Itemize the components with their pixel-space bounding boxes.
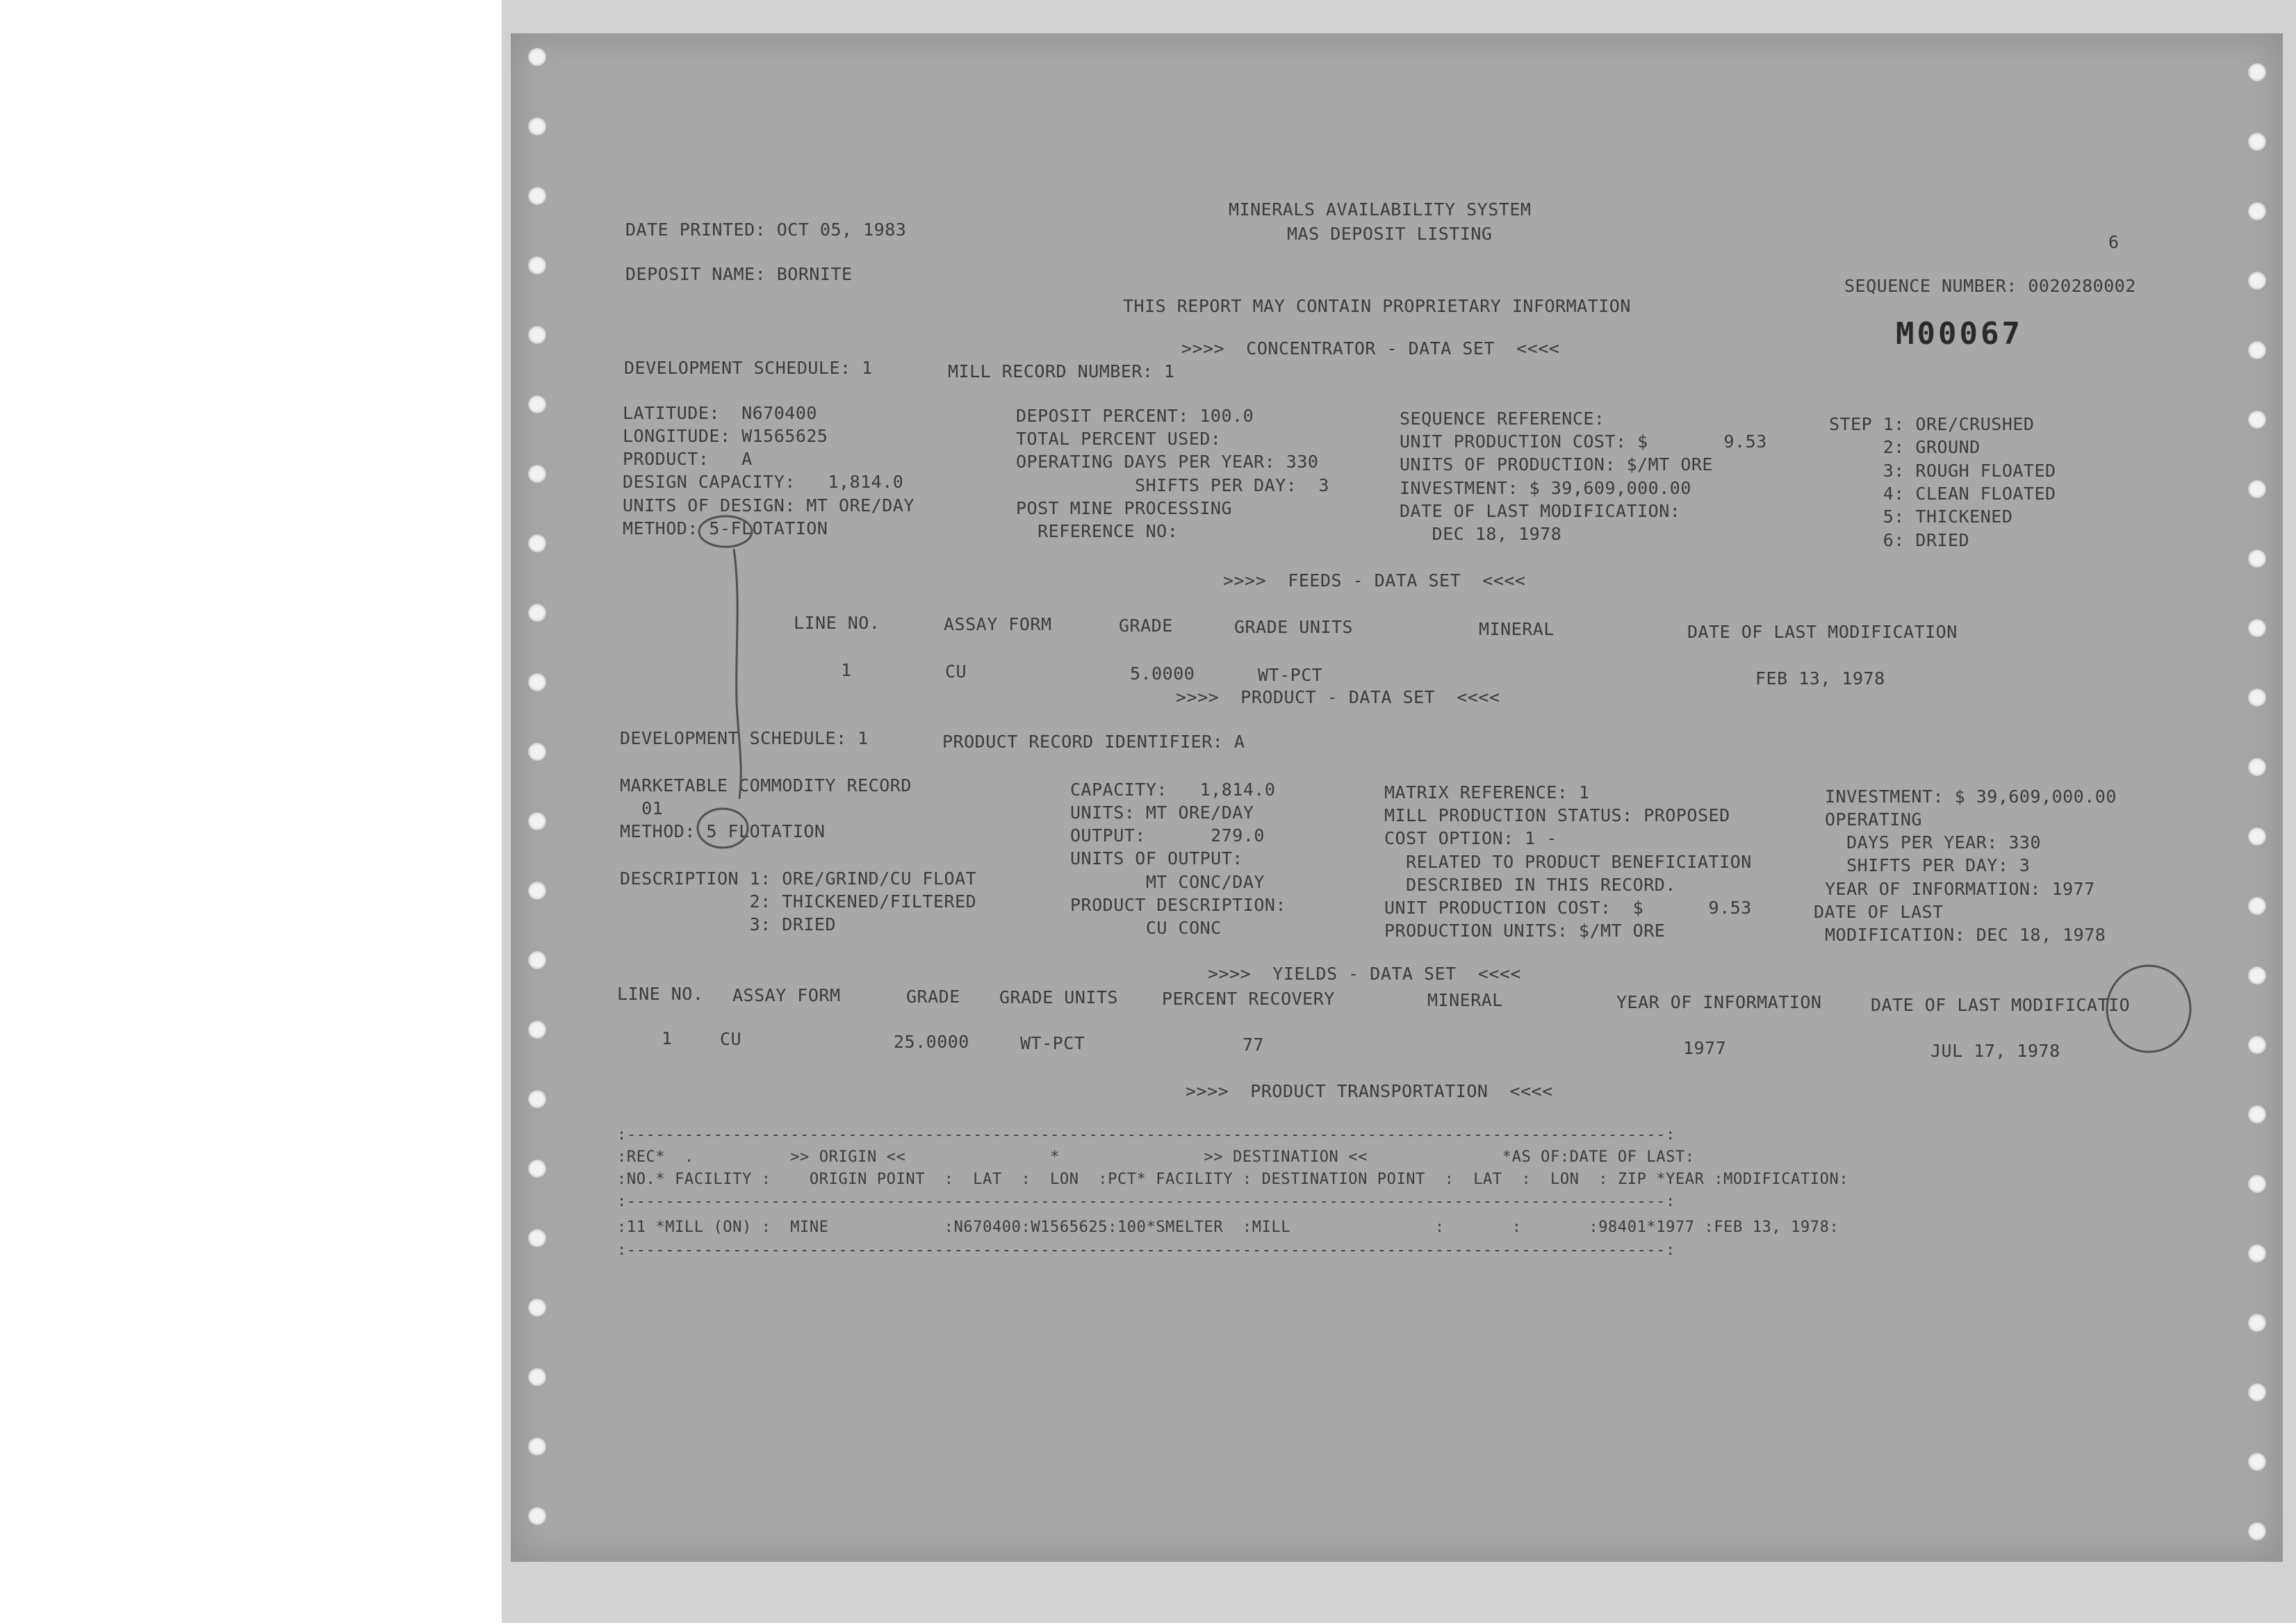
field-line: RELATED TO PRODUCT BENEFICIATION <box>1384 852 1752 872</box>
tractor-hole <box>528 187 546 205</box>
field-line: DESCRIPTION 1: ORE/GRIND/CU FLOAT <box>620 868 977 889</box>
tractor-hole <box>528 1229 546 1247</box>
tractor-hole <box>2248 550 2266 568</box>
field-line: POST MINE PROCESSING <box>1016 498 1233 518</box>
feeds-col-header: DATE OF LAST MODIFICATION <box>1687 622 1958 642</box>
tractor-hole <box>2248 1244 2266 1262</box>
feeds-col-header: MINERAL <box>1479 619 1555 639</box>
transport-data-row: :11 *MILL (ON) : MINE :N670400:W1565625:100*SMELTER :MILL : : :98401*1977 :FEB 13, 1978: <box>617 1219 1839 1236</box>
tractor-hole <box>2248 1175 2266 1193</box>
field-line: REFERENCE NO: <box>1016 521 1179 541</box>
field-line: DATE OF LAST MODIFICATION: <box>1400 501 1681 521</box>
field-line: PRODUCT: A <box>623 449 753 469</box>
tractor-hole <box>528 1368 546 1386</box>
feeds-heading: >>>> FEEDS - DATA SET <<<< <box>1223 570 1526 591</box>
feeds-cell: WT-PCT <box>1258 665 1323 685</box>
tractor-hole <box>528 465 546 483</box>
tractor-hole <box>2248 1036 2266 1054</box>
yields-cell: CU <box>720 1029 742 1049</box>
tractor-hole <box>528 1507 546 1525</box>
yields-cell: WT-PCT <box>1020 1033 1085 1053</box>
yields-cell: 25.0000 <box>894 1032 969 1052</box>
field-line: DEC 18, 1978 <box>1400 524 1562 544</box>
yields-col-header: GRADE UNITS <box>999 987 1119 1007</box>
field-line: YEAR OF INFORMATION: 1977 <box>1825 879 2095 899</box>
step-line: 3: ROUGH FLOATED <box>1829 461 2056 481</box>
tractor-hole <box>2248 897 2266 915</box>
yields-col-header: GRADE <box>906 987 960 1007</box>
field-line: 2: THICKENED/FILTERED <box>620 891 977 912</box>
field-line: OPERATING DAYS PER YEAR: 330 <box>1016 452 1319 472</box>
product-record-identifier: PRODUCT RECORD IDENTIFIER: A <box>942 732 1245 752</box>
transport-heading: >>>> PRODUCT TRANSPORTATION <<<< <box>1186 1081 1553 1101</box>
header-listing-title: MAS DEPOSIT LISTING <box>1287 224 1493 244</box>
field-line: DEPOSIT PERCENT: 100.0 <box>1016 406 1254 426</box>
field-line: MARKETABLE COMMODITY RECORD <box>620 775 912 796</box>
transport-rule: :------------------------------------------------------------------------------------------------------------: <box>617 1242 1675 1259</box>
yields-col-header: MINERAL <box>1427 990 1503 1010</box>
step-line: 4: CLEAN FLOATED <box>1829 484 2056 504</box>
tractor-hole <box>528 1090 546 1108</box>
field-line: COST OPTION: 1 - <box>1384 828 1557 848</box>
step-line: STEP 1: ORE/CRUSHED <box>1829 414 2035 434</box>
tractor-hole <box>528 1160 546 1178</box>
sequence-number: SEQUENCE NUMBER: 0020280002 <box>1844 276 2136 296</box>
product-dev-schedule: DEVELOPMENT SCHEDULE: 1 <box>620 728 869 748</box>
field-line: DAYS PER YEAR: 330 <box>1825 832 2042 852</box>
yields-cell: 1977 <box>1683 1038 1727 1058</box>
date-printed: DATE PRINTED: OCT 05, 1983 <box>625 220 907 240</box>
tractor-hole <box>528 534 546 552</box>
field-line: METHOD: 5-FLOTATION <box>623 518 828 538</box>
tractor-hole <box>2248 1105 2266 1123</box>
feeds-col-header: GRADE UNITS <box>1234 617 1354 637</box>
tractor-hole <box>528 1021 546 1039</box>
tractor-hole <box>528 256 546 274</box>
tractor-hole <box>2248 1522 2266 1540</box>
field-line: MILL PRODUCTION STATUS: PROPOSED <box>1384 805 1730 825</box>
proprietary-notice: THIS REPORT MAY CONTAIN PROPRIETARY INFORMATION <box>1123 296 1631 316</box>
field-line: DATE OF LAST <box>1814 902 1944 922</box>
mill-record-number: MILL RECORD NUMBER: 1 <box>948 361 1175 381</box>
tractor-hole <box>528 117 546 135</box>
field-line: SHIFTS PER DAY: 3 <box>1016 475 1329 495</box>
tractor-hole <box>528 1437 546 1456</box>
feeds-cell: FEB 13, 1978 <box>1755 668 1885 689</box>
tractor-hole <box>528 326 546 344</box>
field-line: TOTAL PERCENT USED: <box>1016 429 1222 449</box>
yields-col-header: LINE NO. <box>617 984 704 1004</box>
tractor-hole <box>2248 133 2266 151</box>
tractor-hole <box>2248 1453 2266 1471</box>
feeds-col-header: GRADE <box>1119 616 1173 636</box>
tractor-hole <box>2248 1314 2266 1332</box>
field-line: OUTPUT: 279.0 <box>1070 825 1265 846</box>
concentrator-dev-schedule: DEVELOPMENT SCHEDULE: 1 <box>624 358 873 378</box>
field-line: MATRIX REFERENCE: 1 <box>1384 782 1590 802</box>
feeds-cell: CU <box>945 661 967 682</box>
field-line: MODIFICATION: DEC 18, 1978 <box>1825 925 2106 945</box>
tractor-hole <box>528 882 546 900</box>
field-line: UNITS OF OUTPUT: <box>1070 848 1243 868</box>
field-line: DESIGN CAPACITY: 1,814.0 <box>623 472 904 492</box>
transport-header-row: :NO.* FACILITY : ORIGIN POINT : LAT : LON :PCT* FACILITY : DESTINATION POINT : LAT : LON : ZIP *YEAR :MODIFICATION: <box>617 1171 1849 1188</box>
field-line: MT CONC/DAY <box>1070 872 1265 892</box>
tractor-hole <box>528 604 546 622</box>
page-number: 6 <box>2108 232 2119 252</box>
document-stamp: M00067 <box>1896 316 2023 352</box>
tractor-hole <box>2248 966 2266 984</box>
field-line: 3: DRIED <box>620 914 837 934</box>
tractor-hole <box>2248 619 2266 637</box>
yields-cell: 1 <box>662 1028 673 1048</box>
tractor-hole <box>2248 827 2266 846</box>
yields-heading: >>>> YIELDS - DATA SET <<<< <box>1208 964 1521 984</box>
transport-header-row: :REC* . >> ORIGIN << * >> DESTINATION << *AS OF:DATE OF LAST: <box>617 1148 1695 1166</box>
field-line: UNIT PRODUCTION COST: $ 9.53 <box>1400 431 1767 452</box>
tractor-hole <box>2248 411 2266 429</box>
yields-col-header: DATE OF LAST MODIFICATIO <box>1871 995 2131 1015</box>
transport-rule: :------------------------------------------------------------------------------------------------------------: <box>617 1126 1675 1144</box>
concentrator-heading: >>>> CONCENTRATOR - DATA SET <<<< <box>1181 338 1560 359</box>
tractor-hole <box>2248 758 2266 776</box>
yields-col-header: PERCENT RECOVERY <box>1162 989 1335 1009</box>
field-line: UNIT PRODUCTION COST: $ 9.53 <box>1384 898 1752 918</box>
field-line: UNITS: MT ORE/DAY <box>1070 802 1254 823</box>
product-heading: >>>> PRODUCT - DATA SET <<<< <box>1176 687 1500 707</box>
field-line: CU CONC <box>1070 918 1222 938</box>
tractor-hole <box>528 951 546 969</box>
tractor-hole <box>528 812 546 830</box>
tractor-hole <box>528 743 546 761</box>
field-line: CAPACITY: 1,814.0 <box>1070 780 1276 800</box>
tractor-hole <box>528 1299 546 1317</box>
feeds-col-header: LINE NO. <box>794 613 880 633</box>
field-line: INVESTMENT: $ 39,609,000.00 <box>1400 478 1691 498</box>
deposit-name: DEPOSIT NAME: BORNITE <box>625 264 853 284</box>
field-line: 01 <box>620 798 664 818</box>
yields-cell: 77 <box>1243 1035 1265 1055</box>
field-line: METHOD: 5 FLOTATION <box>620 821 826 841</box>
tractor-hole <box>528 395 546 413</box>
field-line: UNITS OF PRODUCTION: $/MT ORE <box>1400 454 1713 475</box>
tractor-hole <box>2248 63 2266 81</box>
feeds-cell: 1 <box>841 660 852 680</box>
field-line: OPERATING <box>1825 809 1922 830</box>
header-system-title: MINERALS AVAILABILITY SYSTEM <box>1229 199 1532 220</box>
transport-rule: :------------------------------------------------------------------------------------------------------------: <box>617 1193 1675 1210</box>
tractor-hole <box>2248 689 2266 707</box>
field-line: LONGITUDE: W1565625 <box>623 426 828 446</box>
field-line: PRODUCT DESCRIPTION: <box>1070 895 1287 915</box>
tractor-hole <box>2248 1383 2266 1401</box>
tractor-hole <box>2248 272 2266 290</box>
field-line: INVESTMENT: $ 39,609,000.00 <box>1825 786 2117 807</box>
field-line: SEQUENCE REFERENCE: <box>1400 409 1605 429</box>
tractor-hole <box>2248 480 2266 498</box>
feeds-cell: 5.0000 <box>1130 664 1195 684</box>
yields-col-header: YEAR OF INFORMATION <box>1616 992 1822 1012</box>
yields-cell: JUL 17, 1978 <box>1930 1041 2060 1061</box>
field-line: LATITUDE: N670400 <box>623 403 817 423</box>
tractor-hole <box>2248 341 2266 359</box>
feeds-col-header: ASSAY FORM <box>944 614 1052 634</box>
tractor-hole <box>528 48 546 66</box>
field-line: SHIFTS PER DAY: 3 <box>1825 855 2031 875</box>
tractor-hole <box>2248 202 2266 220</box>
yields-col-header: ASSAY FORM <box>732 985 841 1005</box>
step-line: 5: THICKENED <box>1829 506 2013 527</box>
field-line: DESCRIBED IN THIS RECORD. <box>1384 875 1676 895</box>
tractor-hole <box>528 673 546 691</box>
field-line: UNITS OF DESIGN: MT ORE/DAY <box>623 495 915 516</box>
field-line: PRODUCTION UNITS: $/MT ORE <box>1384 921 1666 941</box>
step-line: 6: DRIED <box>1829 530 1970 550</box>
step-line: 2: GROUND <box>1829 437 1981 457</box>
